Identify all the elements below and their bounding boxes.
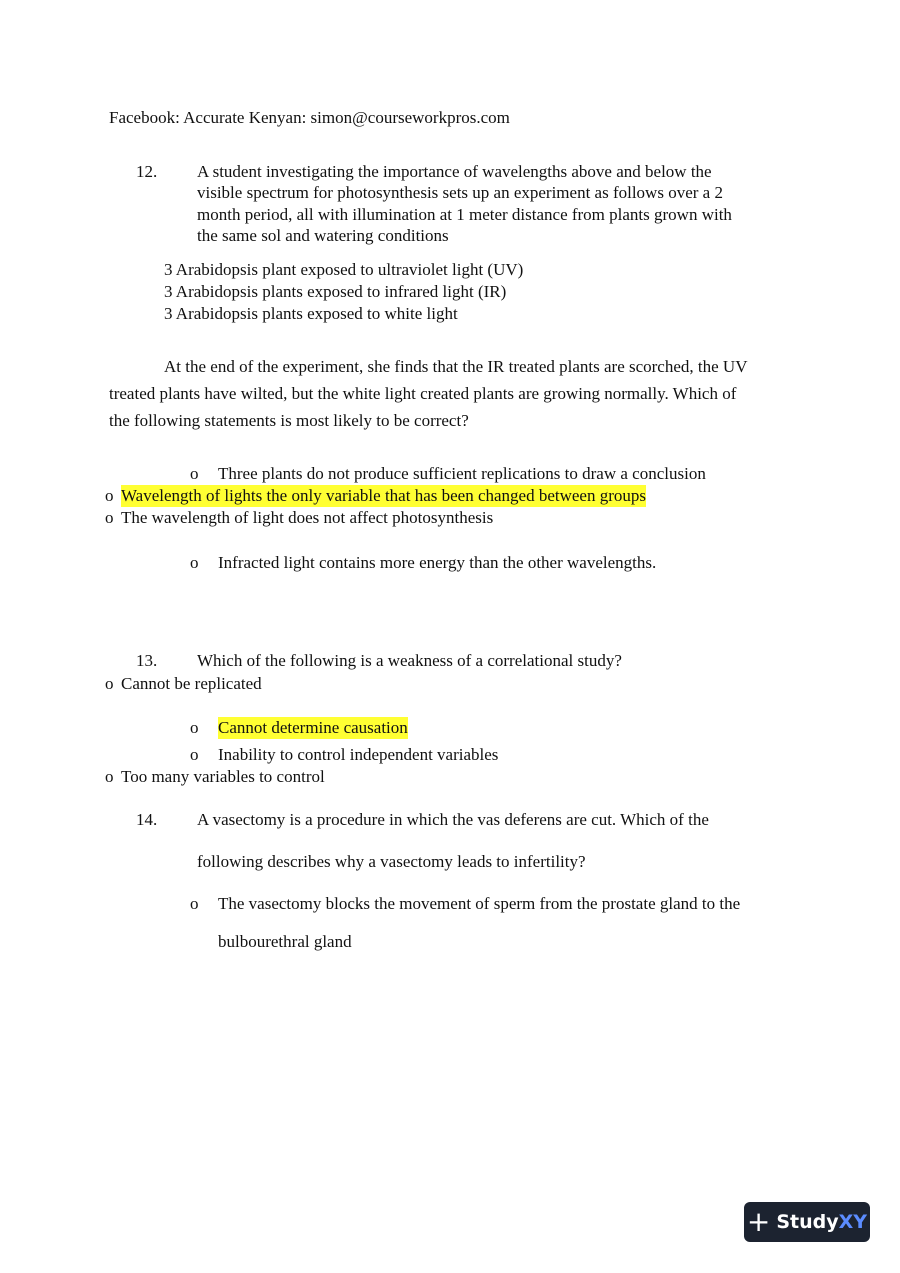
q13-question: Which of the following is a weakness of a correlational study?	[197, 651, 622, 670]
q12-paragraph-1: At the end of the experiment, she finds that the IR treated plants are scorched, the UV	[164, 357, 748, 376]
q13-option-b-highlighted[interactable]: Cannot determine causation	[218, 718, 408, 737]
badge-text-accent: XY	[838, 1211, 868, 1233]
q12-paragraph-2: treated plants have wilted, but the white light created plants are growing normally. Which of	[109, 384, 737, 403]
q12-option-b-highlighted[interactable]: Wavelength of lights the only variable that has been changed between groups	[121, 486, 646, 505]
q13-option-a[interactable]: Cannot be replicated	[121, 674, 262, 693]
q12-condition-ir: 3 Arabidopsis plants exposed to infrared light (IR)	[164, 282, 507, 301]
q13-option-c-bullet-icon[interactable]: o	[190, 745, 199, 764]
q13-option-d-bullet-icon[interactable]: o	[105, 767, 114, 786]
q12-option-c[interactable]: The wavelength of light does not affect photosynthesis	[121, 508, 494, 527]
page-header: Facebook: Accurate Kenyan: simon@courseworkpros.com	[109, 108, 510, 127]
q14-option-a-line-1[interactable]: The vasectomy blocks the movement of sperm from the prostate gland to the	[218, 894, 741, 913]
q12-option-a-bullet-icon[interactable]: o	[190, 464, 199, 483]
studyxy-badge[interactable]	[744, 1202, 870, 1242]
q12-option-d-bullet-icon[interactable]: o	[190, 553, 199, 572]
q12-option-b-bullet-icon[interactable]: o	[105, 486, 114, 505]
q12-line-4: the same sol and watering conditions	[197, 226, 449, 245]
q12-line-3: month period, all with illumination at 1 meter distance from plants grown with	[197, 205, 732, 224]
q13-option-d[interactable]: Too many variables to control	[121, 767, 325, 786]
q12-option-a[interactable]: Three plants do not produce sufficient replications to draw a conclusion	[218, 464, 706, 483]
q14-number: 14.	[136, 810, 158, 829]
q14-line-2: following describes why a vasectomy leads to infertility?	[197, 852, 586, 871]
q12-line-1: A student investigating the importance of wavelengths above and below the	[197, 162, 712, 181]
q12-paragraph-3: the following statements is most likely to be correct?	[109, 411, 469, 430]
plus-icon: +	[746, 1205, 771, 1238]
q12-condition-white: 3 Arabidopsis plants exposed to white light	[164, 304, 458, 323]
q13-option-c[interactable]: Inability to control independent variables	[218, 745, 499, 764]
q14-option-a-line-2[interactable]: bulbourethral gland	[218, 932, 352, 951]
q12-line-2: visible spectrum for photosynthesis sets up an experiment as follows over a 2	[197, 183, 723, 202]
q13-number: 13.	[136, 651, 158, 670]
q14-line-1: A vasectomy is a procedure in which the vas deferens are cut. Which of the	[197, 810, 709, 829]
q14-option-a-bullet-icon[interactable]: o	[190, 894, 199, 913]
q12-condition-uv: 3 Arabidopsis plant exposed to ultraviolet light (UV)	[164, 260, 524, 279]
q12-option-c-bullet-icon[interactable]: o	[105, 508, 114, 527]
q13-option-b-bullet-icon[interactable]: o	[190, 718, 199, 737]
q12-number: 12.	[136, 162, 158, 181]
q12-option-d[interactable]: Infracted light contains more energy than the other wavelengths.	[218, 553, 657, 572]
badge-text-main: Study	[776, 1211, 839, 1233]
q13-option-a-bullet-icon[interactable]: o	[105, 674, 114, 693]
